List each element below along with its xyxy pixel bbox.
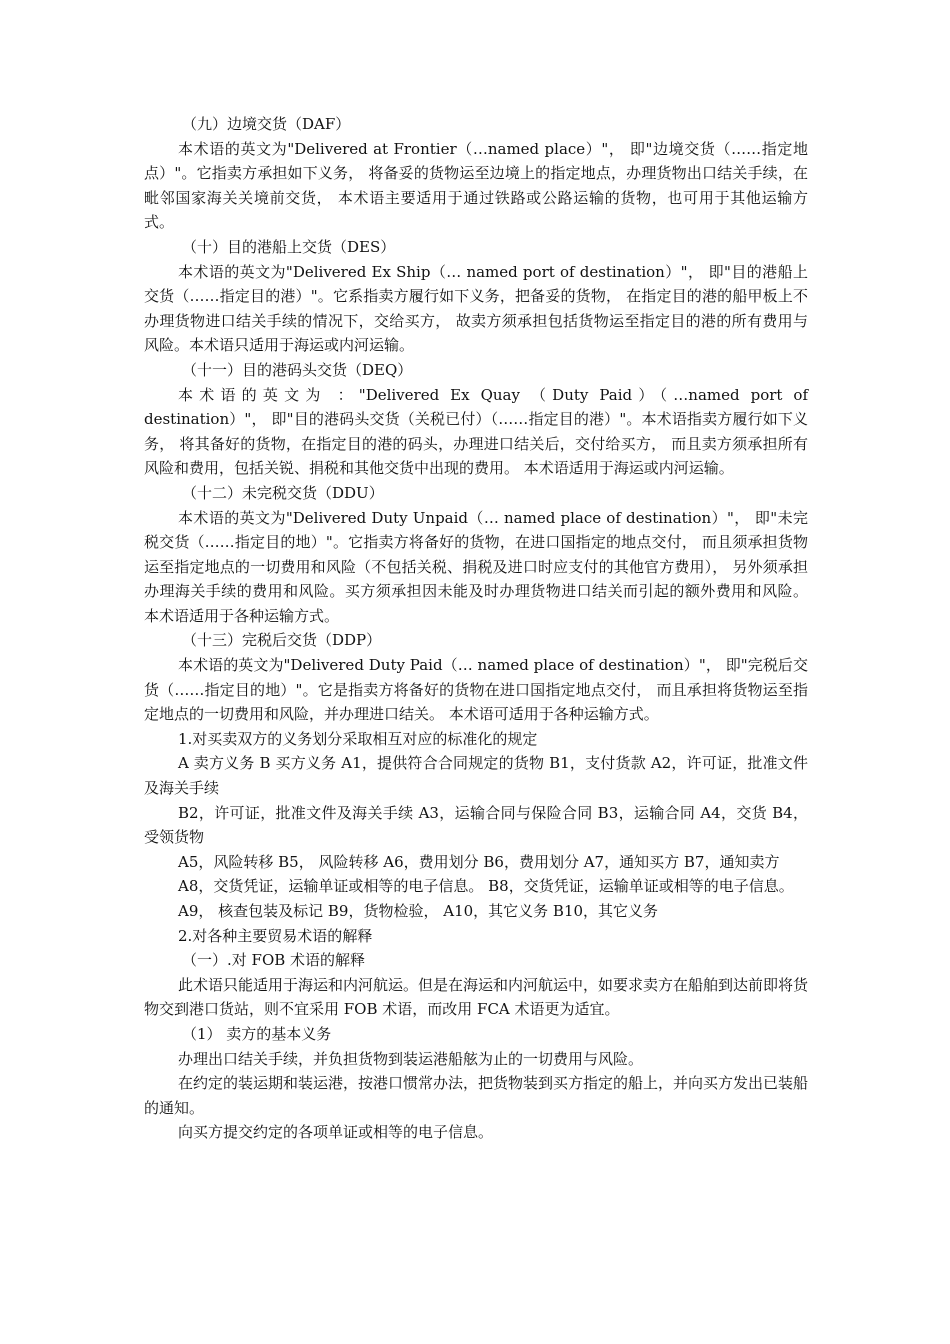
paragraph-terms-intro: 2.对各种主要贸易术语的解释 [178, 926, 373, 945]
paragraph-ddp: 本术语的英文为"Delivered Duty Paid（… named place of destination）"， 即"完税后交货（……指定目的地）"。它是指卖方将备好的货物在进口国指定地点交付， 而且承担将货物运至指定地点的一切费用和风险，并办理进口结关。 本术语可适用于各种运输方式。 [144, 656, 808, 724]
paragraph-seller-duty-3: 向买方提交约定的各项单证或相等的电子信息。 [178, 1123, 494, 1142]
section-heading-deq: （十一）目的港码头交货（DEQ） [182, 360, 413, 379]
paragraph-deq: 本术语的英文为 ："Delivered Ex Quay （Duty Paid）（…named port of destination）"， 即"目的港码头交货（关税已付）（……指定目的港）"。本术语指卖方履行如下义务， 将其备好的货物，在指定目的港的码头，办理进口结关后，交付给买方， 而且卖方须承担所有风险和费用，包括关锐、捐税和其他交货中出现的费用。 本术语适用于海运或内河运输。 [144, 385, 808, 478]
paragraph-seller-duty-2: 在约定的装运期和装运港，按港口惯常办法，把货物装到买方指定的船上，并向买方发出已装船的通知。 [144, 1074, 809, 1117]
paragraph-obligations-intro: 1.对买卖双方的义务划分采取相互对应的标准化的规定 [178, 729, 538, 748]
paragraph-des: 本术语的英文为"Delivered Ex Ship（… named port of destination）"， 即"目的港船上交货（……指定目的港）"。它系指卖方履行如下义务，把备妥的货物， 在指定目的港的船甲板上不办理货物进口结关手续的情况下，交给买方， 故卖方须承担包括货物运至指定目的港的所有费用与风险。本术语只适用于海运或内河运输。 [144, 262, 808, 355]
document-page [144, 112, 808, 1145]
section-heading-fob: （一）.对 FOB 术语的解释 [182, 951, 366, 970]
section-heading-ddp: （十三）完税后交货（DDP） [182, 631, 382, 650]
paragraph-obligations-a9: A9， 核查包装及标记 B9，货物检验， A10，其它义务 B10，其它义务 [178, 902, 659, 920]
paragraph-ddu: 本术语的英文为"Delivered Duty Unpaid（… named place of destination）"， 即"未完税交货（……指定目的地）"。它指卖方将备好的货物，在进口国指定的地点交付， 而且须承担货物运至指定地点的一切费用和风险（不包括关税、捐税及进口时应支付的其他官方费用）， 另外须承担办理海关手续的费用和风险。买方须承担因未能及时办理货物进口结关而引起的额外费用和风险。 本术语适用于各种运输方式。 [144, 508, 808, 625]
paragraph-obligations-b2: B2，许可证，批准文件及海关手续 A3，运输合同与保险合同 B3，运输合同 A4，交货 B4，受领货物 [144, 803, 808, 847]
paragraph-obligations-a8: A8，交货凭证，运输单证或相等的电子信息。 B8，交货凭证，运输单证或相等的电子信息。 [178, 877, 794, 896]
paragraph-obligations-a5: A5，风险转移 B5， 风险转移 A6，费用划分 B6，费用划分 A7，通知买方 B7，通知卖方 [178, 852, 780, 871]
paragraph-daf: 本术语的英文为"Delivered at Frontier（…named place）"， 即"边境交货（……指定地点）"。它指卖方承担如下义务， 将备妥的货物运至边境上的指定地点，办理货物出口结关手续，在毗邻国家海关关境前交货， 本术语主要适用于通过铁路或公路运输的货物，也可用于其他运输方式。 [144, 139, 808, 232]
section-heading-ddu: （十二）未完税交货（DDU） [182, 483, 384, 502]
paragraph-fob: 此术语只能适用于海运和内河航运。但是在海运和内河航运中，如要求卖方在船舶到达前即将货物交到港口货站，则不宜采用 FOB 术语，而改用 FCA 术语更为适宜。 [144, 975, 809, 1019]
paragraph-obligations-a1: A 卖方义务 B 买方义务 A1，提供符合合同规定的货物 B1，支付货款 A2，许可证，批准文件及海关手续 [144, 754, 808, 798]
paragraph-seller-duty-1: 办理出口结关手续，并负担货物到装运港船舷为止的一切费用与风险。 [178, 1049, 644, 1068]
section-heading-des: （十）目的港船上交货（DES） [182, 237, 396, 256]
subheading-seller-duties: （1） 卖方的基本义务 [182, 1024, 332, 1043]
section-heading-daf: （九）边境交货（DAF） [182, 115, 351, 133]
